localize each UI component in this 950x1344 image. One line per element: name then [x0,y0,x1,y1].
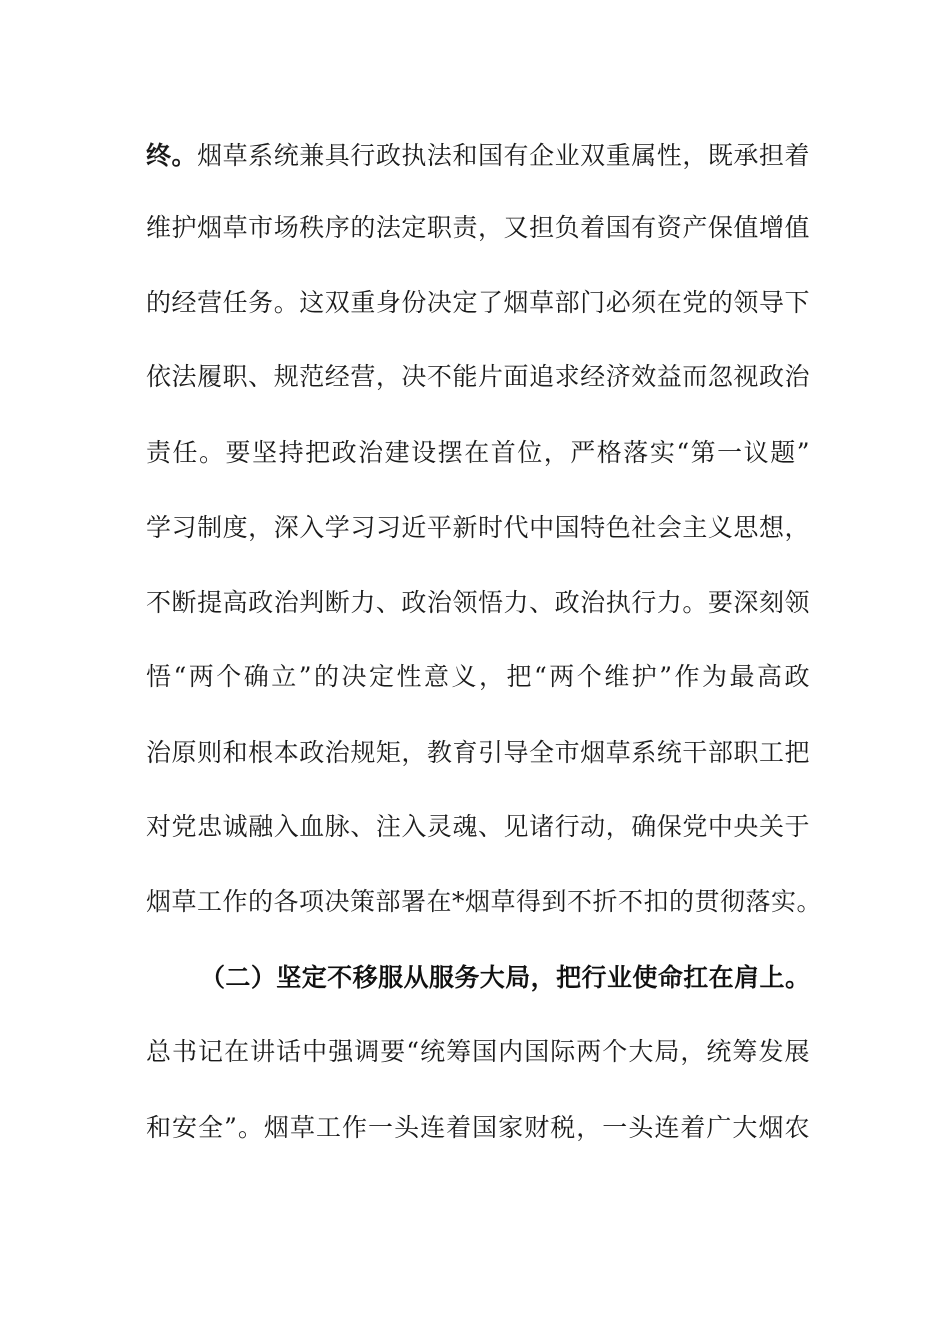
paragraph-line: 不断提高政治判断力、政治领悟力、政治执行力。要深刻领 [146,588,810,617]
paragraph-line: 总书记在讲话中强调要“统筹国内国际两个大局，统筹发展 [146,1037,810,1066]
paragraph-lead-word: 终。 [146,141,198,170]
paragraph-line: 和安全”。烟草工作一头连着国家财税，一头连着广大烟农 [146,1113,810,1142]
paragraph-line: 的经营任务。这双重身份决定了烟草部门必须在党的领导下 [146,288,810,317]
paragraph-line: 对党忠诚融入血脉、注入灵魂、见诸行动，确保党中央关于 [146,812,810,841]
paragraph-line: 责任。要坚持把政治建设摆在首位，严格落实“第一议题” [146,438,810,467]
paragraph-line: 治原则和根本政治规矩，教育引导全市烟草系统干部职工把 [146,738,810,767]
paragraph-line: 维护烟草市场秩序的法定职责，又担负着国有资产保值增值 [146,213,810,242]
paragraph-line [146,136,810,176]
paragraph-line-text: 烟草系统兼具行政执法和国有企业双重属性，既承担着 [197,141,810,170]
paragraph-line: 悟“两个确立”的决定性意义，把“两个维护”作为最高政 [146,662,810,691]
section-heading: （二）坚定不移服从服务大局，把行业使命扛在肩上。 [200,963,810,992]
paragraph-line: 学习制度，深入学习习近平新时代中国特色社会主义思想， [146,513,810,542]
paragraph-line: 依法履职、规范经营，决不能片面追求经济效益而忽视政治 [146,362,810,391]
paragraph-line: 烟草工作的各项决策部署在*烟草得到不折不扣的贯彻落实。 [146,887,823,916]
